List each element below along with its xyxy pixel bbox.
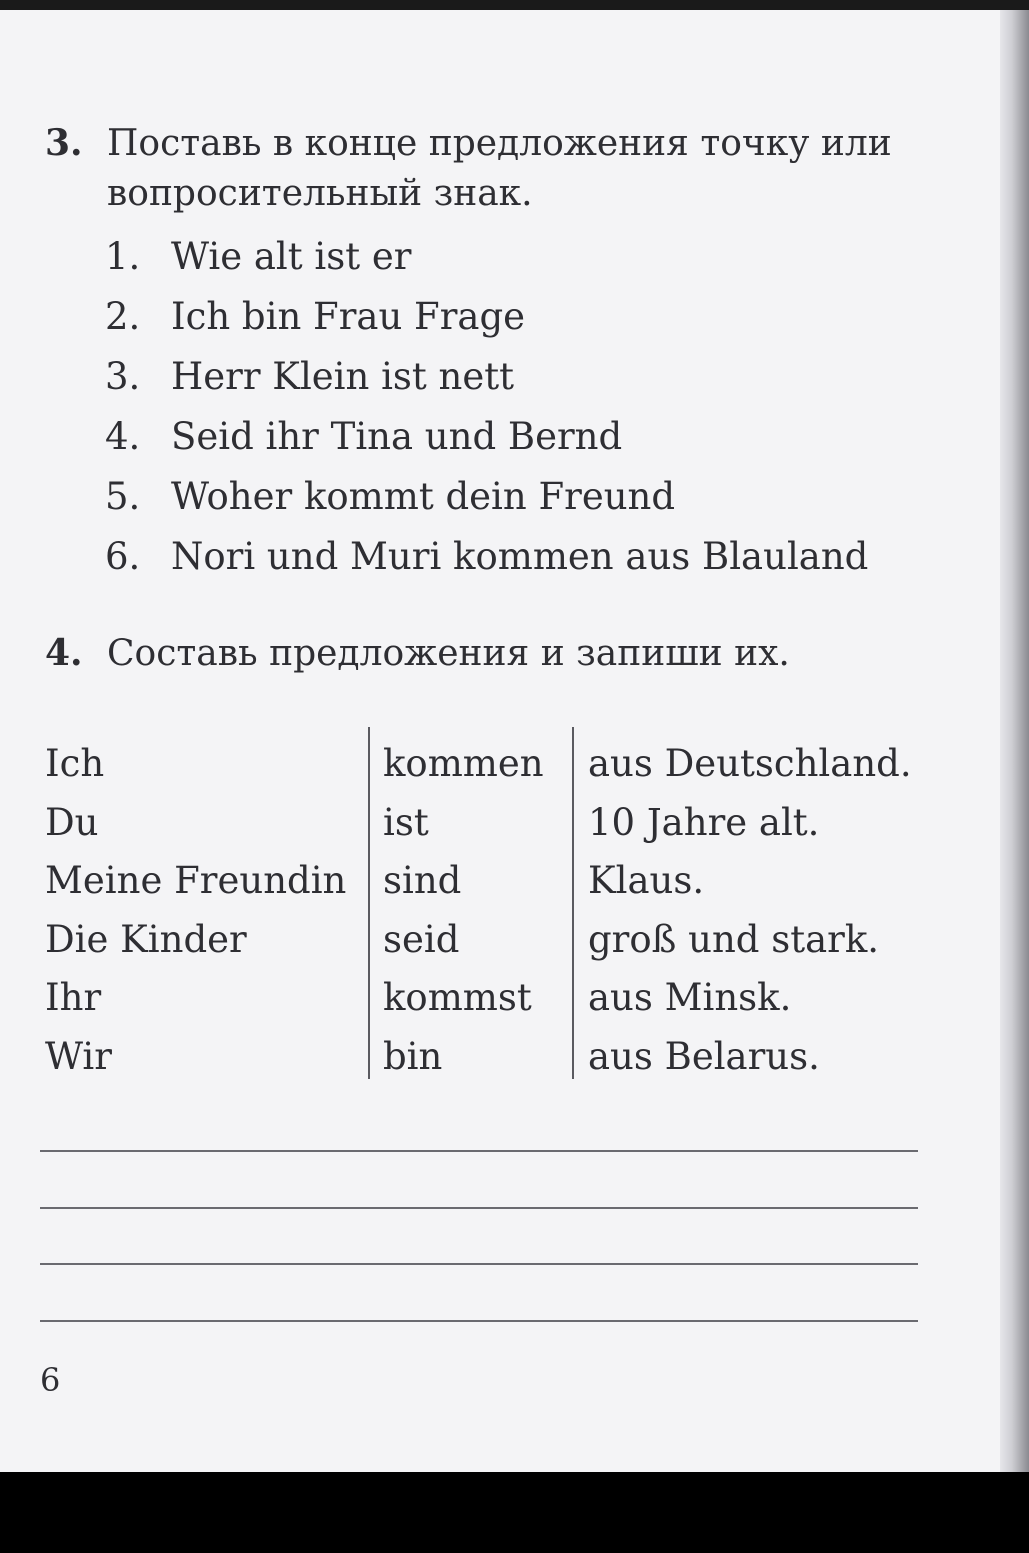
sentence-item: [105, 532, 868, 592]
exercise-4-title: [45, 628, 790, 679]
answer-writing-line: [40, 1263, 918, 1265]
column-divider: [572, 727, 574, 1079]
exercise-4-title-text: Составь предложения и запиши их.: [107, 633, 790, 674]
top-dark-strip: [0, 0, 1029, 10]
verb-cell: bin: [383, 1034, 443, 1078]
verb-cell: sind: [383, 859, 462, 902]
subject-cell: Du: [45, 800, 99, 844]
page-number: 6: [40, 1361, 61, 1399]
verb-cell: kommen: [383, 742, 544, 785]
sentence-number: 2.: [105, 295, 141, 338]
column-divider: [368, 727, 370, 1079]
page-binding-shadow: [1000, 10, 1029, 1472]
answer-writing-line: [40, 1320, 918, 1322]
exercise-3-number: 3.: [45, 122, 83, 164]
complement-cell: aus Minsk.: [588, 976, 792, 1019]
sentence-text: Herr Klein ist nett: [171, 355, 515, 398]
verb-cell: kommst: [383, 976, 532, 1019]
exercise-4-number: 4.: [45, 632, 83, 674]
exercise-3-title: [45, 118, 892, 219]
complement-cell: Klaus.: [588, 859, 705, 902]
complement-cell: aus Belarus.: [588, 1034, 820, 1078]
sentence-item: [105, 232, 868, 292]
complements-column: [588, 735, 912, 1086]
sentence-item: [105, 292, 868, 352]
verbs-column: [383, 735, 544, 1086]
subject-cell: Ich: [45, 742, 105, 785]
subjects-column: [45, 735, 346, 1086]
exercise-3-title-line-2: вопросительный знак.: [107, 173, 533, 214]
sentence-item: [105, 352, 868, 412]
verb-cell: ist: [383, 800, 429, 844]
sentence-text: Nori und Muri kommen aus Blauland: [171, 535, 869, 578]
complement-cell: 10 Jahre alt.: [588, 800, 820, 844]
subject-cell: Ihr: [45, 976, 102, 1019]
sentence-number: 1.: [105, 235, 141, 278]
sentence-text: Ich bin Frau Frage: [171, 295, 526, 338]
sentence-number: 3.: [105, 355, 141, 398]
workbook-page: [0, 10, 1000, 1472]
subject-cell: Meine Freundin: [45, 859, 347, 902]
answer-writing-line: [40, 1207, 918, 1209]
subject-cell: Die Kinder: [45, 917, 247, 961]
sentence-number: 6.: [105, 535, 141, 578]
exercise-3-title-line-1: Поставь в конце предложения точку или: [107, 123, 892, 164]
sentence-text: Woher kommt dein Freund: [171, 475, 676, 518]
answer-writing-line: [40, 1150, 918, 1152]
sentence-text: Seid ihr Tina und Bernd: [171, 415, 623, 458]
complement-cell: aus Deutschland.: [588, 742, 912, 785]
exercise-3-sentence-list: [105, 232, 868, 592]
sentence-number: 4.: [105, 415, 141, 458]
sentence-number: 5.: [105, 475, 141, 518]
verb-cell: seid: [383, 917, 460, 961]
sentence-item: [105, 412, 868, 472]
subject-cell: Wir: [45, 1034, 112, 1078]
bottom-dark-bar: [0, 1472, 1029, 1553]
sentence-text: Wie alt ist er: [171, 235, 412, 278]
complement-cell: groß und stark.: [588, 917, 880, 961]
sentence-item: [105, 472, 868, 532]
